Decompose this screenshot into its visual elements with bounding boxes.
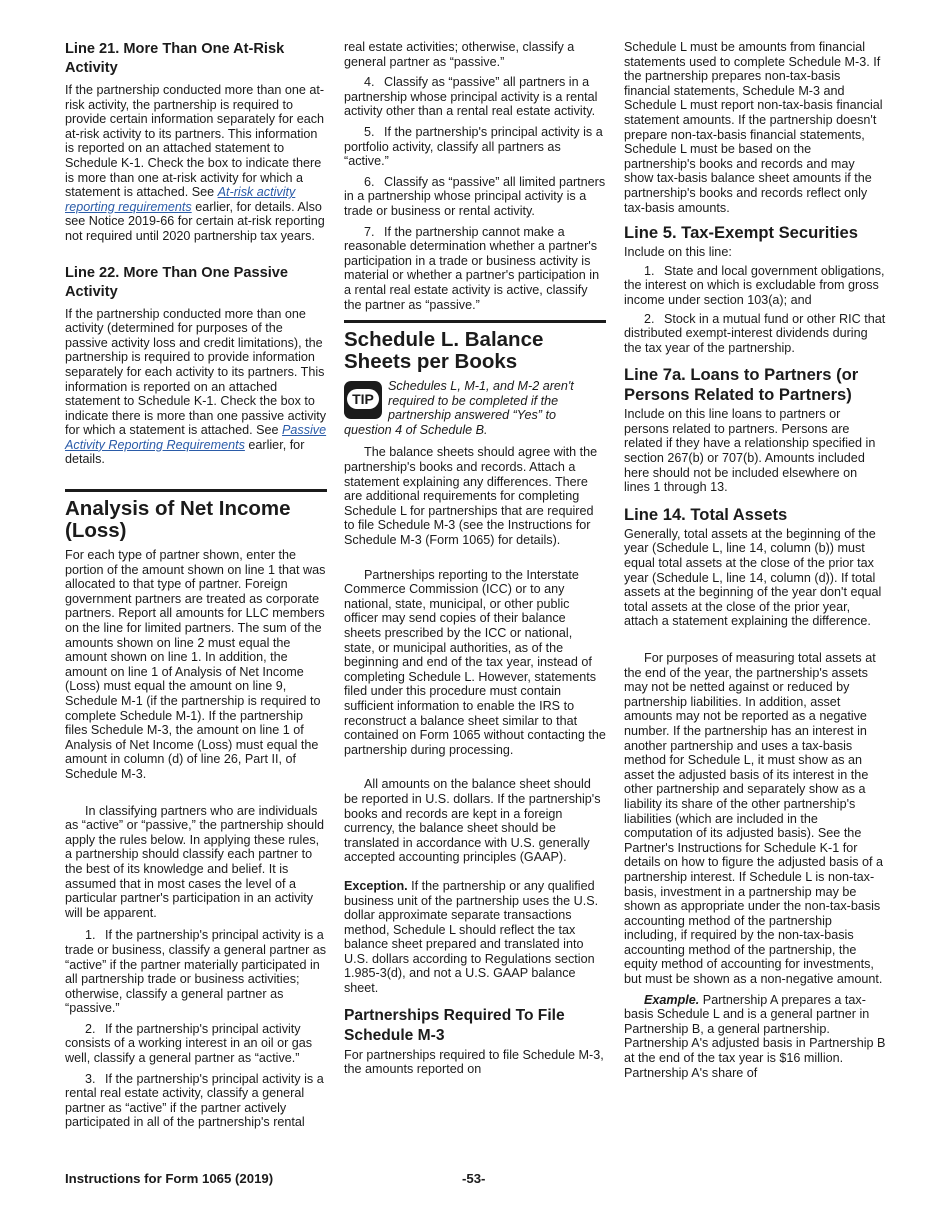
heading-line-5: Line 5. Tax-Exempt Securities <box>624 223 858 243</box>
list-text: If the partnership's principal activity is a trade or business, classify a general partner as “active” if the partner materially participated in all partnership trade or business activities; otherwise, classify a general partner as “passive.” <box>65 928 327 1016</box>
rule-2 <box>65 1022 327 1066</box>
list-text: If the partnership's principal activity is a portfolio activity, classify all partners as “active.” <box>344 124 603 169</box>
list-text: If the partnership's principal activity consists of a working interest in an oil or gas well, classify a general partner as “active.” <box>65 1021 313 1066</box>
paragraph-analysis-1: For each type of partner shown, enter the portion of the amount shown on line 1 that was allocated to that type of partner. Foreign government partners are treated as corporate partners. Report all amounts for LLC members on the line for limited partners. The sum of the amounts shown on line 2 must equal the amount shown on line 1. In addition, the amount on line 1 of Analysis of Net Income (Loss) must equal the amount on line 9, Schedule M-1 (if the partnership is required to complete Schedule M-1). If the partnership files Schedule M-3, the amount on line 1 of Analysis of Net Income (Loss) must equal the amount in column (d) of line 26, Part II, of Schedule M-3. <box>65 548 326 781</box>
tip-text: Schedules L, M-1, and M-2 aren't required to be completed if the partnership answered “Yes” to question 4 of Schedule B. <box>344 379 574 437</box>
link-at-risk-activity-reporting[interactable]: At-risk activity reporting requirements <box>65 185 296 214</box>
text-segment: If the partnership conducted more than one activity (determined for purposes of the passive activity loss and credit limitations), the partnership is required to provide information separately for each activity to its partners. This information is reported on an attached statement to Schedule K-1. Check the box to indicate there is more than one passive activity for which a statement is attached. See <box>65 306 327 438</box>
list-number: 7. <box>364 224 375 239</box>
example-text: Partnership A prepares a tax-basis Schedule L and is a general partner in Partnership B, a general partnership. Partnership A's adjusted basis in Partnership B at the end of the tax year is $16 million. Partnership A's share of <box>624 992 886 1080</box>
paragraph-example <box>624 993 886 1081</box>
text-segment: earlier, for details. <box>65 437 305 467</box>
paragraph-line-5: Include on this line: <box>624 245 732 260</box>
list-text: Stock in a mutual fund or other RIC that distributed exempt-interest dividends during the tax year of the partnership. <box>624 311 886 355</box>
rule-4 <box>344 75 606 119</box>
list-number: 1. <box>644 263 655 278</box>
paragraph-analysis-2: In classifying partners who are individuals as “active” or “passive,” the partnership should apply the rules below. In applying these rules, a partnership should classify each partner to the best of its knowledge and belief. It is assumed that in most cases the level of a particular partner's participation in an activity will be apparent. <box>65 803 324 920</box>
footer-form-title: Instructions for Form 1065 (2019) <box>65 1171 274 1186</box>
column-middle <box>344 40 606 1077</box>
list-number: 2. <box>85 1021 96 1036</box>
heading-line-14: Line 14. Total Assets <box>624 504 788 524</box>
line-5-item-2 <box>624 312 886 356</box>
list-text: Classify as “passive” all partners in a partnership whose principal activity is a rental activity other than a rental real estate activity. <box>344 75 598 119</box>
column-left <box>65 40 327 1130</box>
exception-label: Exception. <box>344 878 408 893</box>
column-right <box>624 40 886 1080</box>
list-number: 1. <box>85 928 96 943</box>
paragraph-line-14-1: Generally, total assets at the beginning of the year (Schedule L, line 14, column (b)) must equal total assets at the close of the prior tax year (Schedule L, line 14, column (d)). If total assets at the beginning of the year don't equal total assets at the close of the prior year, attach a statement explaining the difference. <box>624 526 882 629</box>
list-number: 5. <box>364 124 375 139</box>
heading-line-21: Line 21. More Than One At-Risk Activity <box>65 41 285 76</box>
paragraph-schedule-l-2: Partnerships reporting to the Interstate Commerce Commission (ICC) or to any national, state, municipal, or other public officer may send copies of their balance sheets prescribed by the ICC or national, state, or municipal authorities, as of the beginning and end of the tax year, instead of completing Schedule L. However, statements filed under this procedure must contain sufficient information to enable the IRS to reconstruct a balance sheet similar to that contained on Form 1065 without contacting the partnership during processing. <box>344 567 606 757</box>
example-label: Example. <box>644 992 700 1007</box>
tip-box <box>344 379 606 437</box>
text-segment: If the partnership conducted more than one at-risk activity, the partnership is required to provide certain information separately for each at-risk activity to its partners. This information is reported on an attached statement to Schedule K-1. Check the box to indicate there is more than one at-risk activity for which a statement is attached. See <box>65 83 325 200</box>
heading-line-7a: Line 7a. Loans to Partners (or Persons Related to Partners) <box>624 365 859 405</box>
footer-page-number: -53- <box>462 1171 486 1186</box>
paragraph-m3: For partnerships required to file Schedule M-3, the amounts reported on <box>344 1047 604 1077</box>
exception-text: If the partnership or any qualified business unit of the partnership uses the U.S. dollar approximate separate transactions method, Schedule L should reflect the tax balance sheet prepared and translated into U.S. dollars according to Regulations section 1.985-3(d), and not a U.S. GAAP balance sheet. <box>344 878 599 996</box>
heading-line-22: Line 22. More Than One Passive Activity <box>65 264 289 300</box>
paragraph-line-14-2: For purposes of measuring total assets at the end of the year, the partnership's assets may not be netted against or reduced by partnership liabilities. In addition, asset amounts may not be reported as a negative number. If the partnership has an interest in another partnership and uses a tax-basis method for Schedule L, it must show as an asset the adjusted basis of its interest in the other partnership and separately show as a liability its share of the other partnership's liabilities (which are included in the computation of its adjusted basis). See the Partner's Instructions for Schedule K-1 for details on how to figure the adjusted basis of a partnership interest. If Schedule L is non-tax-basis, investment in a partnership may be shown as appropriate under the non-tax-basis accounting method of the partnership including, if required by the non-tax-basis accounting method of the partnership, the equity method of accounting for investments, but must be shown as a non-negative amount. <box>624 651 884 987</box>
heading-analysis-net-income: Analysis of Net Income (Loss) <box>65 489 327 542</box>
paragraph-exception <box>344 879 606 996</box>
list-number: 6. <box>364 174 375 189</box>
link-passive-activity-reporting[interactable]: Passive Activity Reporting Requirements <box>65 423 327 452</box>
list-number: 2. <box>644 311 655 326</box>
rule-7 <box>344 225 606 313</box>
tip-icon <box>344 381 382 419</box>
list-text: State and local government obligations, the interest on which is excludable from gross income under section 103(a); and <box>624 263 885 307</box>
rule-3-continued: real estate activities; otherwise, classify a general partner as “passive.” <box>344 40 575 69</box>
list-number: 3. <box>85 1071 96 1086</box>
heading-m3: Partnerships Required To File Schedule M-3 <box>344 1006 565 1044</box>
line-5-item-1 <box>624 264 886 308</box>
paragraph-schedule-l-3: All amounts on the balance sheet should be reported in U.S. dollars. If the partnership's books and records are kept in a foreign currency, the balance sheet should be translated in accordance with U.S. generally accepted accounting principles (GAAP). <box>344 777 601 865</box>
rule-5 <box>344 125 606 169</box>
list-text: If the partnership's principal activity is a rental real estate activity, classify a general partner as “active” if the partner actively participated in all of the partnership's rental <box>65 1071 324 1130</box>
rule-6 <box>344 175 606 219</box>
tip-label: TIP <box>347 389 379 409</box>
list-number: 4. <box>364 75 375 90</box>
heading-schedule-l: Schedule L. Balance Sheets per Books <box>344 320 606 373</box>
list-text: Classify as “passive” all limited partners in a partnership whose principal activity is a trade or business or rental activity. <box>344 174 606 218</box>
list-text: If the partnership cannot make a reasonable determination whether a partner's participation in a trade or business activity is material or whether a partner's participation in a rental real estate activity is active, classify the partner as “passive.” <box>344 224 600 312</box>
paragraph-schedule-l-1: The balance sheets should agree with the partnership's books and records. Attach a statement explaining any differences. There are additional requirements for completing Schedule L for partnerships that are required to file Schedule M-3 (see the Instructions for Schedule M-3 (Form 1065) for details). <box>344 445 598 548</box>
paragraph-line-22 <box>65 307 327 468</box>
paragraph-line-7a: Include on this line loans to partners or persons related to partners. Persons are related if they have a relationship specified in section 267(b) or 707(b). Amounts included here should not be included elsewhere on lines 1 through 13. <box>624 407 876 495</box>
text-segment: earlier, for details. Also see Notice 2019-66 for certain at-risk reporting not required until 2020 partnership tax years. <box>65 199 325 243</box>
rule-3 <box>65 1072 327 1130</box>
paragraph-m3-continued: Schedule L must be amounts from financial statements used to complete Schedule M-3. If the partnership prepares non-tax-basis financial statements, Schedule M-3 and Schedule L must report non-tax-basis financial statement amounts. If the partnership doesn't prepare non-tax-basis financial statements, Schedule L must be based on the partnership's books and records and may show tax-basis balance sheet amounts if the partnership's books and records reflect only tax-basis amounts. <box>624 40 883 215</box>
rule-1 <box>65 928 327 1016</box>
paragraph-line-21 <box>65 83 327 244</box>
